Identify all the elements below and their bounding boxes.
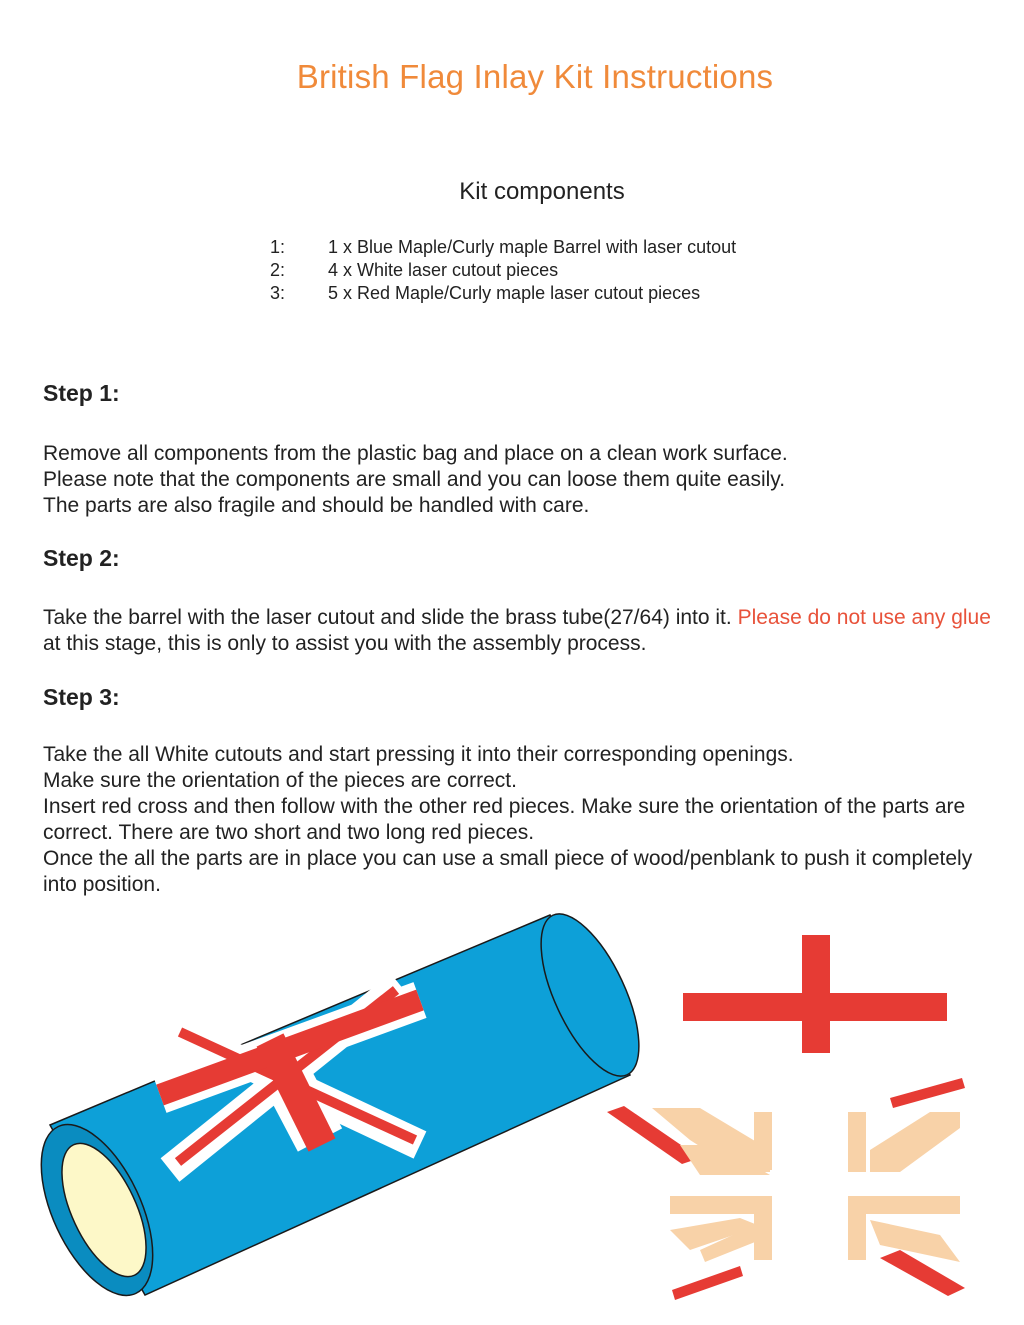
step-2-heading: Step 2: xyxy=(43,545,120,571)
step-1-line: Please note that the components are small and you can loose them quite easily. xyxy=(43,468,786,491)
component-text: 5 x Red Maple/Curly maple laser cutout pieces xyxy=(328,283,701,303)
assembly-illustration xyxy=(0,900,1024,1325)
document-title: British Flag Inlay Kit Instructions xyxy=(296,58,774,95)
component-item xyxy=(270,236,736,259)
glue-warning: Please do not use any glue xyxy=(737,606,991,629)
step-1-line: The parts are also fragile and should be handled with care. xyxy=(43,494,590,517)
component-number: 2: xyxy=(270,260,286,280)
step-1-line: Remove all components from the plastic bag and place on a clean work surface. xyxy=(43,442,788,465)
component-text: 1 x Blue Maple/Curly maple Barrel with laser cutout xyxy=(328,237,737,257)
step-3-line: Make sure the orientation of the pieces are correct. xyxy=(43,769,517,792)
component-text: 4 x White laser cutout pieces xyxy=(328,260,559,280)
components-list xyxy=(270,236,736,305)
kit-components-heading: Kit components xyxy=(459,178,625,205)
step-1-heading: Step 1: xyxy=(43,380,120,406)
step-3-body xyxy=(43,742,1003,898)
barrel-illustration xyxy=(18,900,659,1312)
step-3-line: Take the all White cutouts and start pressing it into their corresponding openings. xyxy=(43,743,794,766)
red-cross-piece xyxy=(683,935,947,1053)
component-number: 1: xyxy=(270,237,286,257)
step-1-body xyxy=(43,441,1003,519)
step-2-body xyxy=(43,605,1003,657)
component-item xyxy=(270,282,736,305)
step-3-line: Insert red cross and then follow with the other red pieces. Make sure the orientation of the parts are correct. There are two short and two long red pieces. xyxy=(43,795,966,844)
step-3-line: Once the all the parts are in place you can use a small piece of wood/penblank to push it completely into position. xyxy=(43,847,973,896)
component-number: 3: xyxy=(270,283,286,303)
component-item xyxy=(270,259,736,282)
step-2-text: Take the barrel with the laser cutout and slide the brass tube(27/64) into it. xyxy=(43,606,738,629)
step-3-heading: Step 3: xyxy=(43,684,120,710)
flag-cutout-pieces xyxy=(607,1078,965,1300)
step-2-text: at this stage, this is only to assist you with the assembly process. xyxy=(43,632,647,655)
